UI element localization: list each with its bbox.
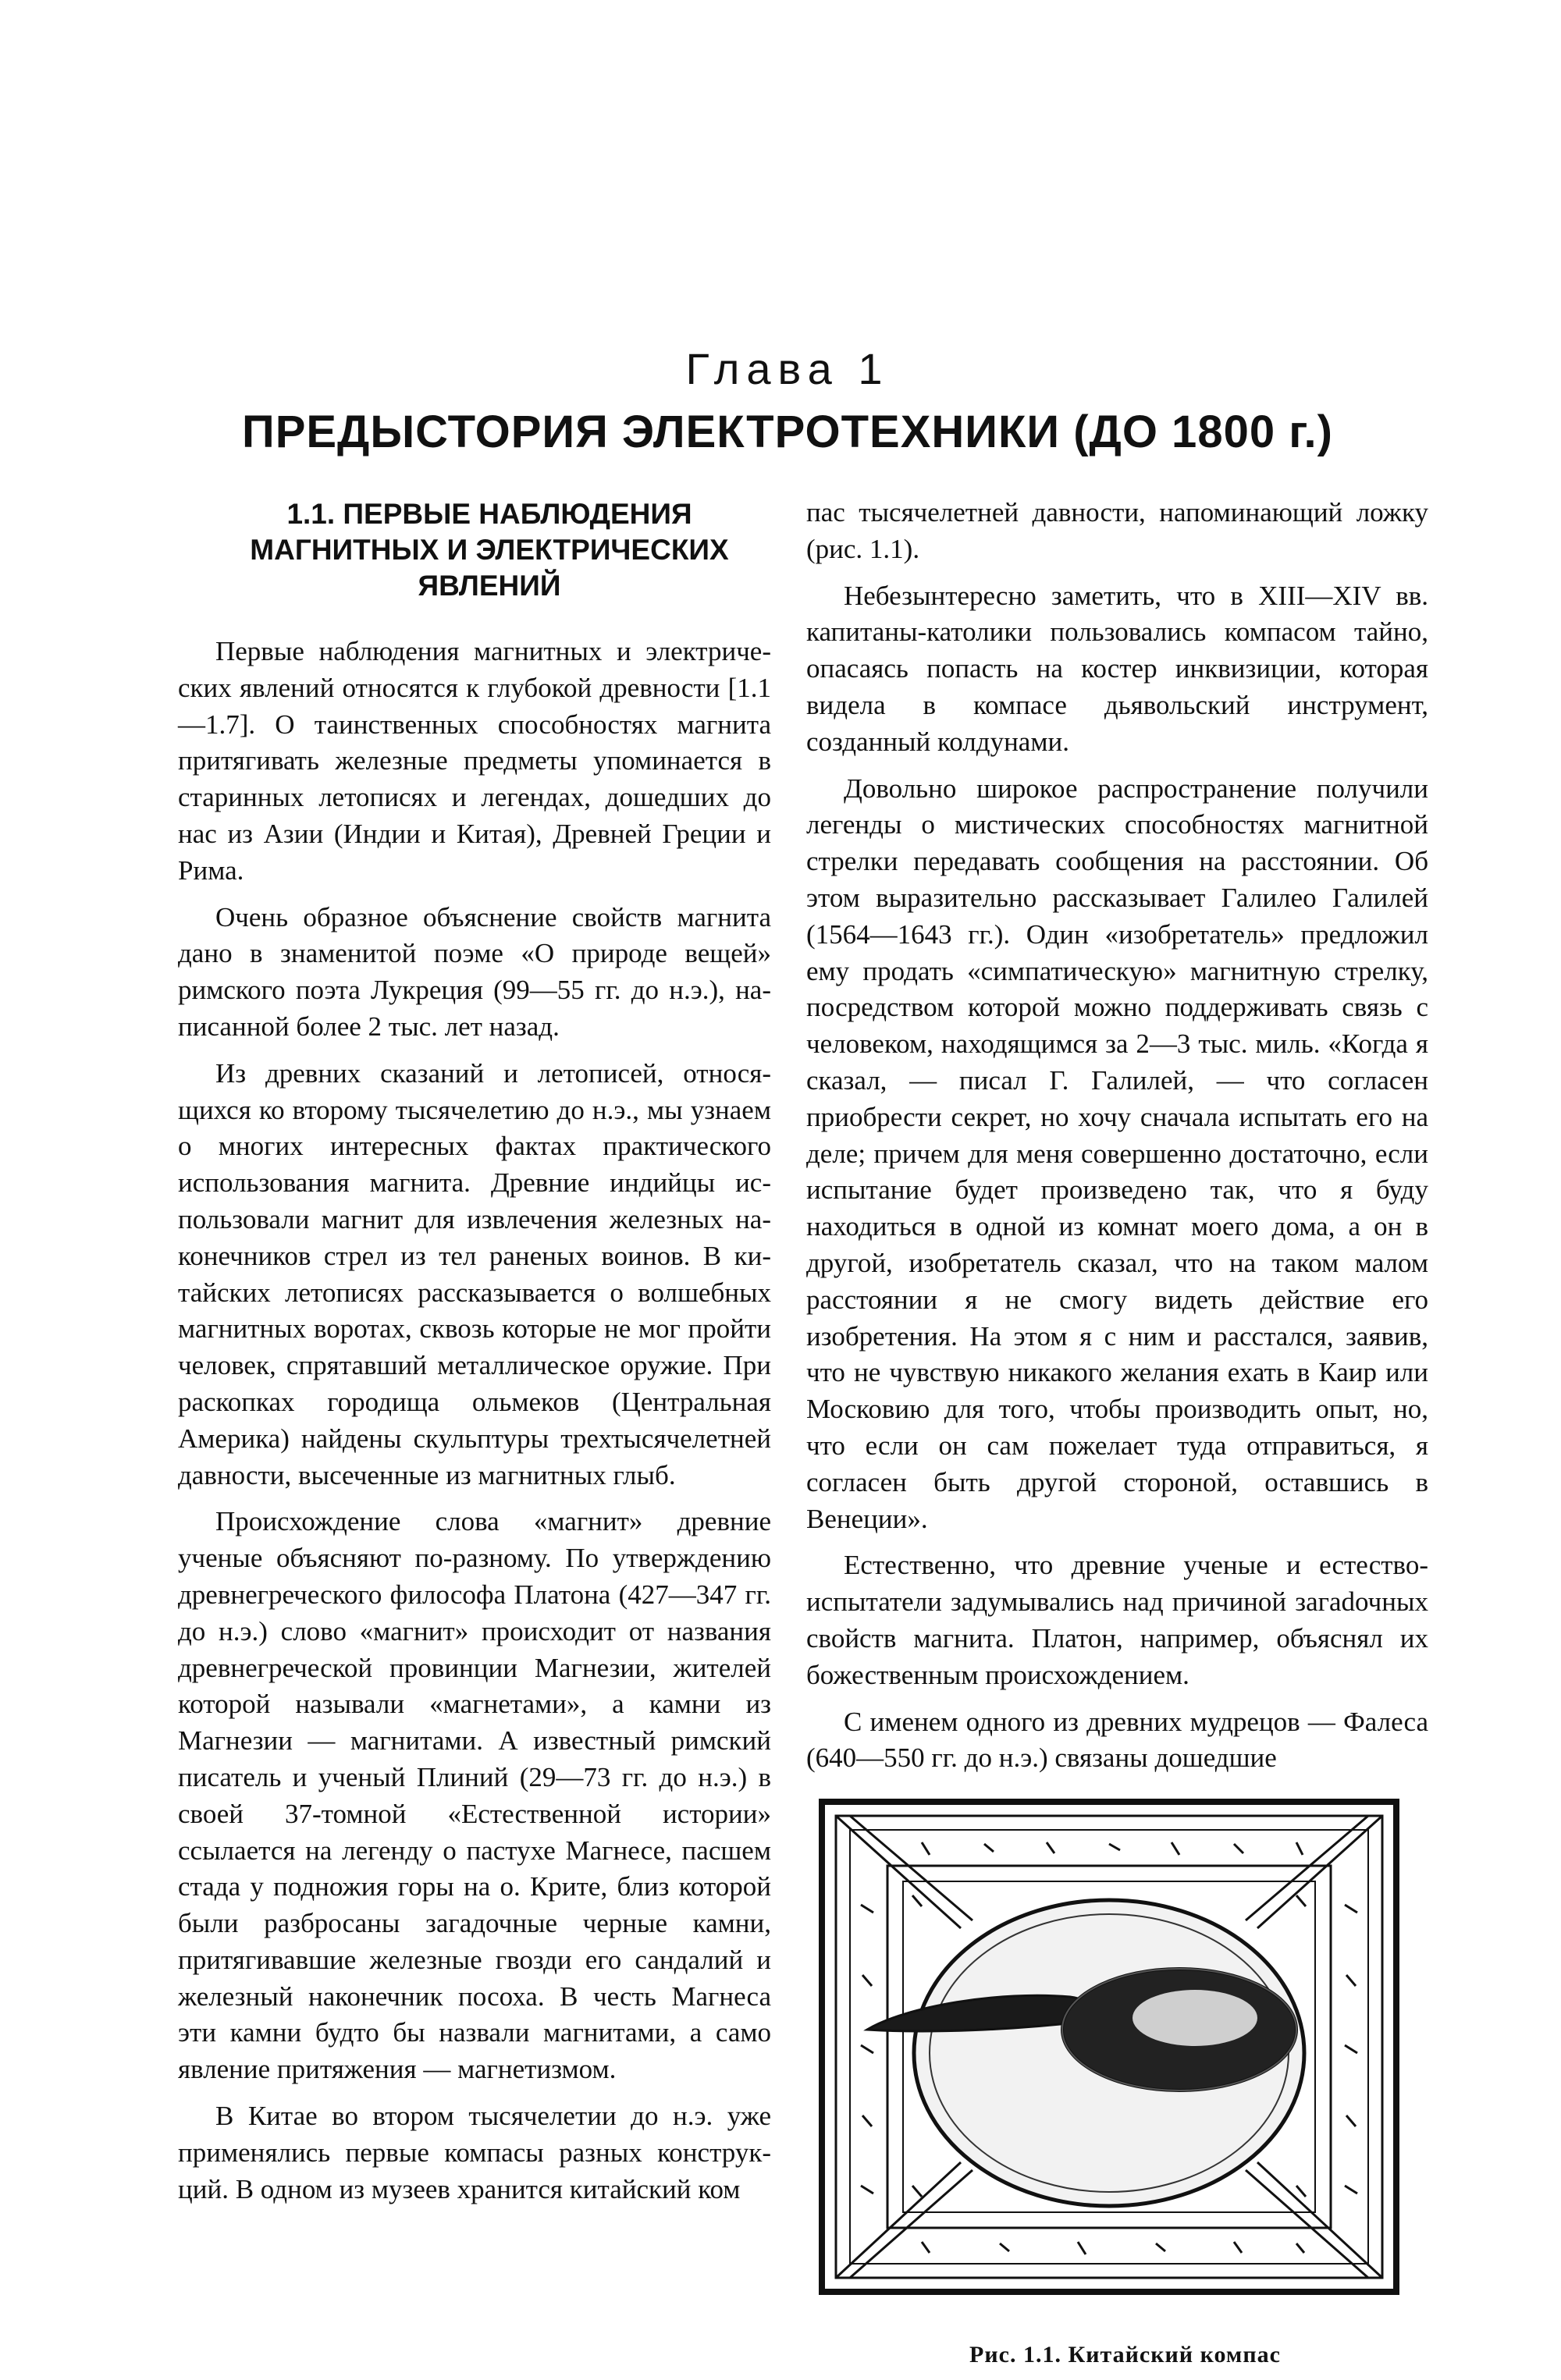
- paragraph: Очень образное объяснение свойств магнита дано в знаменитой поэме «О природе вещей» римского поэта Лукреция (99—55 гг. до н.э.), написанной более 2 тыс. лет назад.: [178, 901, 771, 1042]
- section-heading-line: МАГНИТНЫХ И ЭЛЕКТРИЧЕСКИХ: [250, 534, 729, 566]
- left-column: [178, 496, 771, 2218]
- paragraph: Естественно, что древние ученые и естествоиспытатели задумывались над причиной загаdочных свойств магнита. Платон, например, объяснял их божественным происхождением.: [806, 1550, 1428, 1690]
- paragraph: Небезынтересно заметить, что в XIII—XIV вв. капитаны-католики пользовались компасом тайно, опасаясь попасть на костер инквизиции, которая видела в компасе дьявольский инструмент, созданный колдунами.: [806, 580, 1428, 757]
- figure-caption: Рис. 1.1. Китайский компас: [969, 2342, 1281, 2368]
- figure-chinese-compass: [806, 1796, 1428, 2374]
- paragraph: Происхождение слова «магнит» древние ученые объясняют по-разному. По утверждению древнегреческого философа Платона (427—347 гг. до н.э.) слово «магнит» происходит от названия древнегреческой провинции Магнезии, жителей которой называли «магнетами», а камни из Магнезии — магнитами. А известный римский писатель и ученый Плиний (29—73 гг. до н.э.) в своей 37-томной «Естественной истории» ссылается на легенду о пастухе Магнесе, пасшем стада у подножия горы на о. Крите, близ которой были разбросаны загадочные черные камни, притягивавшие железные гвозди его сандалий и железный наконечник посоха. В честь Магнеса эти камни будто бы назвали магнитами, а само явление притяжения — магнетизмом.: [178, 1506, 771, 2085]
- chapter-title: ПРЕДЫСТОРИЯ ЭЛЕКТРОТЕХНИКИ (ДО 1800 г.): [242, 407, 1333, 457]
- paragraph: Первые наблюдения магнитных и электрических явлений относятся к глубокой древности [1.1—1.7]. О таинственных способностях магнита притягивать железные предметы упоминается в старинных летописях и легендах, дошедших до нас из Азии (Индии и Китая), Древней Греции и Рима.: [178, 636, 771, 886]
- paragraph: Из древних сказаний и летописей, относящихся ко второму тысячелетию до н.э., мы узнаем о многих интересных фактах практического использования магнита. Древние индийцы использовали магнит для извлечения железных наконечников стрел из тел раненых воинов. В китайских летописях рассказывается о волшебных магнитных воротах, сквозь которые не мог пройти человек, спрятавший металлическое оружие. При раскопках городища ольмеков (Центральная Америка) найдены скульптуры трехтысячелетней давности, высеченные из магнитных глыб.: [178, 1057, 771, 1490]
- chapter-label: Глава 1: [685, 344, 890, 393]
- paragraph: С именем одного из древних мудрецов — Фалеса (640—550 гг. до н.э.) связаны дошедшие: [806, 1706, 1428, 1774]
- compass-illustration: [813, 1796, 1406, 2311]
- section-heading-line: 1.1. ПЕРВЫЕ НАБЛЮДЕНИЯ: [286, 498, 692, 530]
- paragraph: Довольно широкое распространение получили легенды о мистических способностях магнитной стрелки передавать сообщения на расстоянии. Об этом выразительно рассказывает Галилео Галилей (1564—1643 гг.). Один «изобретатель» предложил ему продать «симпатическую» магнитную стрелку, посредством которой можно поддерживать связь с человеком, находящимся за 2—3 тыс. миль. «Когда я сказал, — писал Г. Галилей, — что согласен приобрести секрет, но хочу сначала испытать его на деле; причем для меня совершенно достаточно, если испытание будет произведено так, что я буду находиться в одной из комнат моего дома, а он в другой, изобретатель сказал, что на таком малом расстоянии я не смогу видеть действие его изобретения. На этом я с ним и расстался, заявив, что не чувствую никакого желания ехать в Каир или Московию для того, чтобы производить опыт, но, что если он сам пожелает туда отправиться, я согласен быть другой стороной, оставшись в Венеции».: [806, 773, 1428, 1534]
- section-heading: [178, 496, 771, 604]
- paragraph-continuation: пас тысячелетней давности, напоминающий ложку (рис. 1.1).: [806, 497, 1428, 564]
- right-column: [806, 495, 1428, 2374]
- paragraph: В Китае во втором тысячелетии до н.э. уже применялись первые компасы разных конструкций. В одном из музеев хранится китайский ком: [178, 2101, 771, 2204]
- section-heading-line: ЯВЛЕНИЙ: [418, 570, 561, 602]
